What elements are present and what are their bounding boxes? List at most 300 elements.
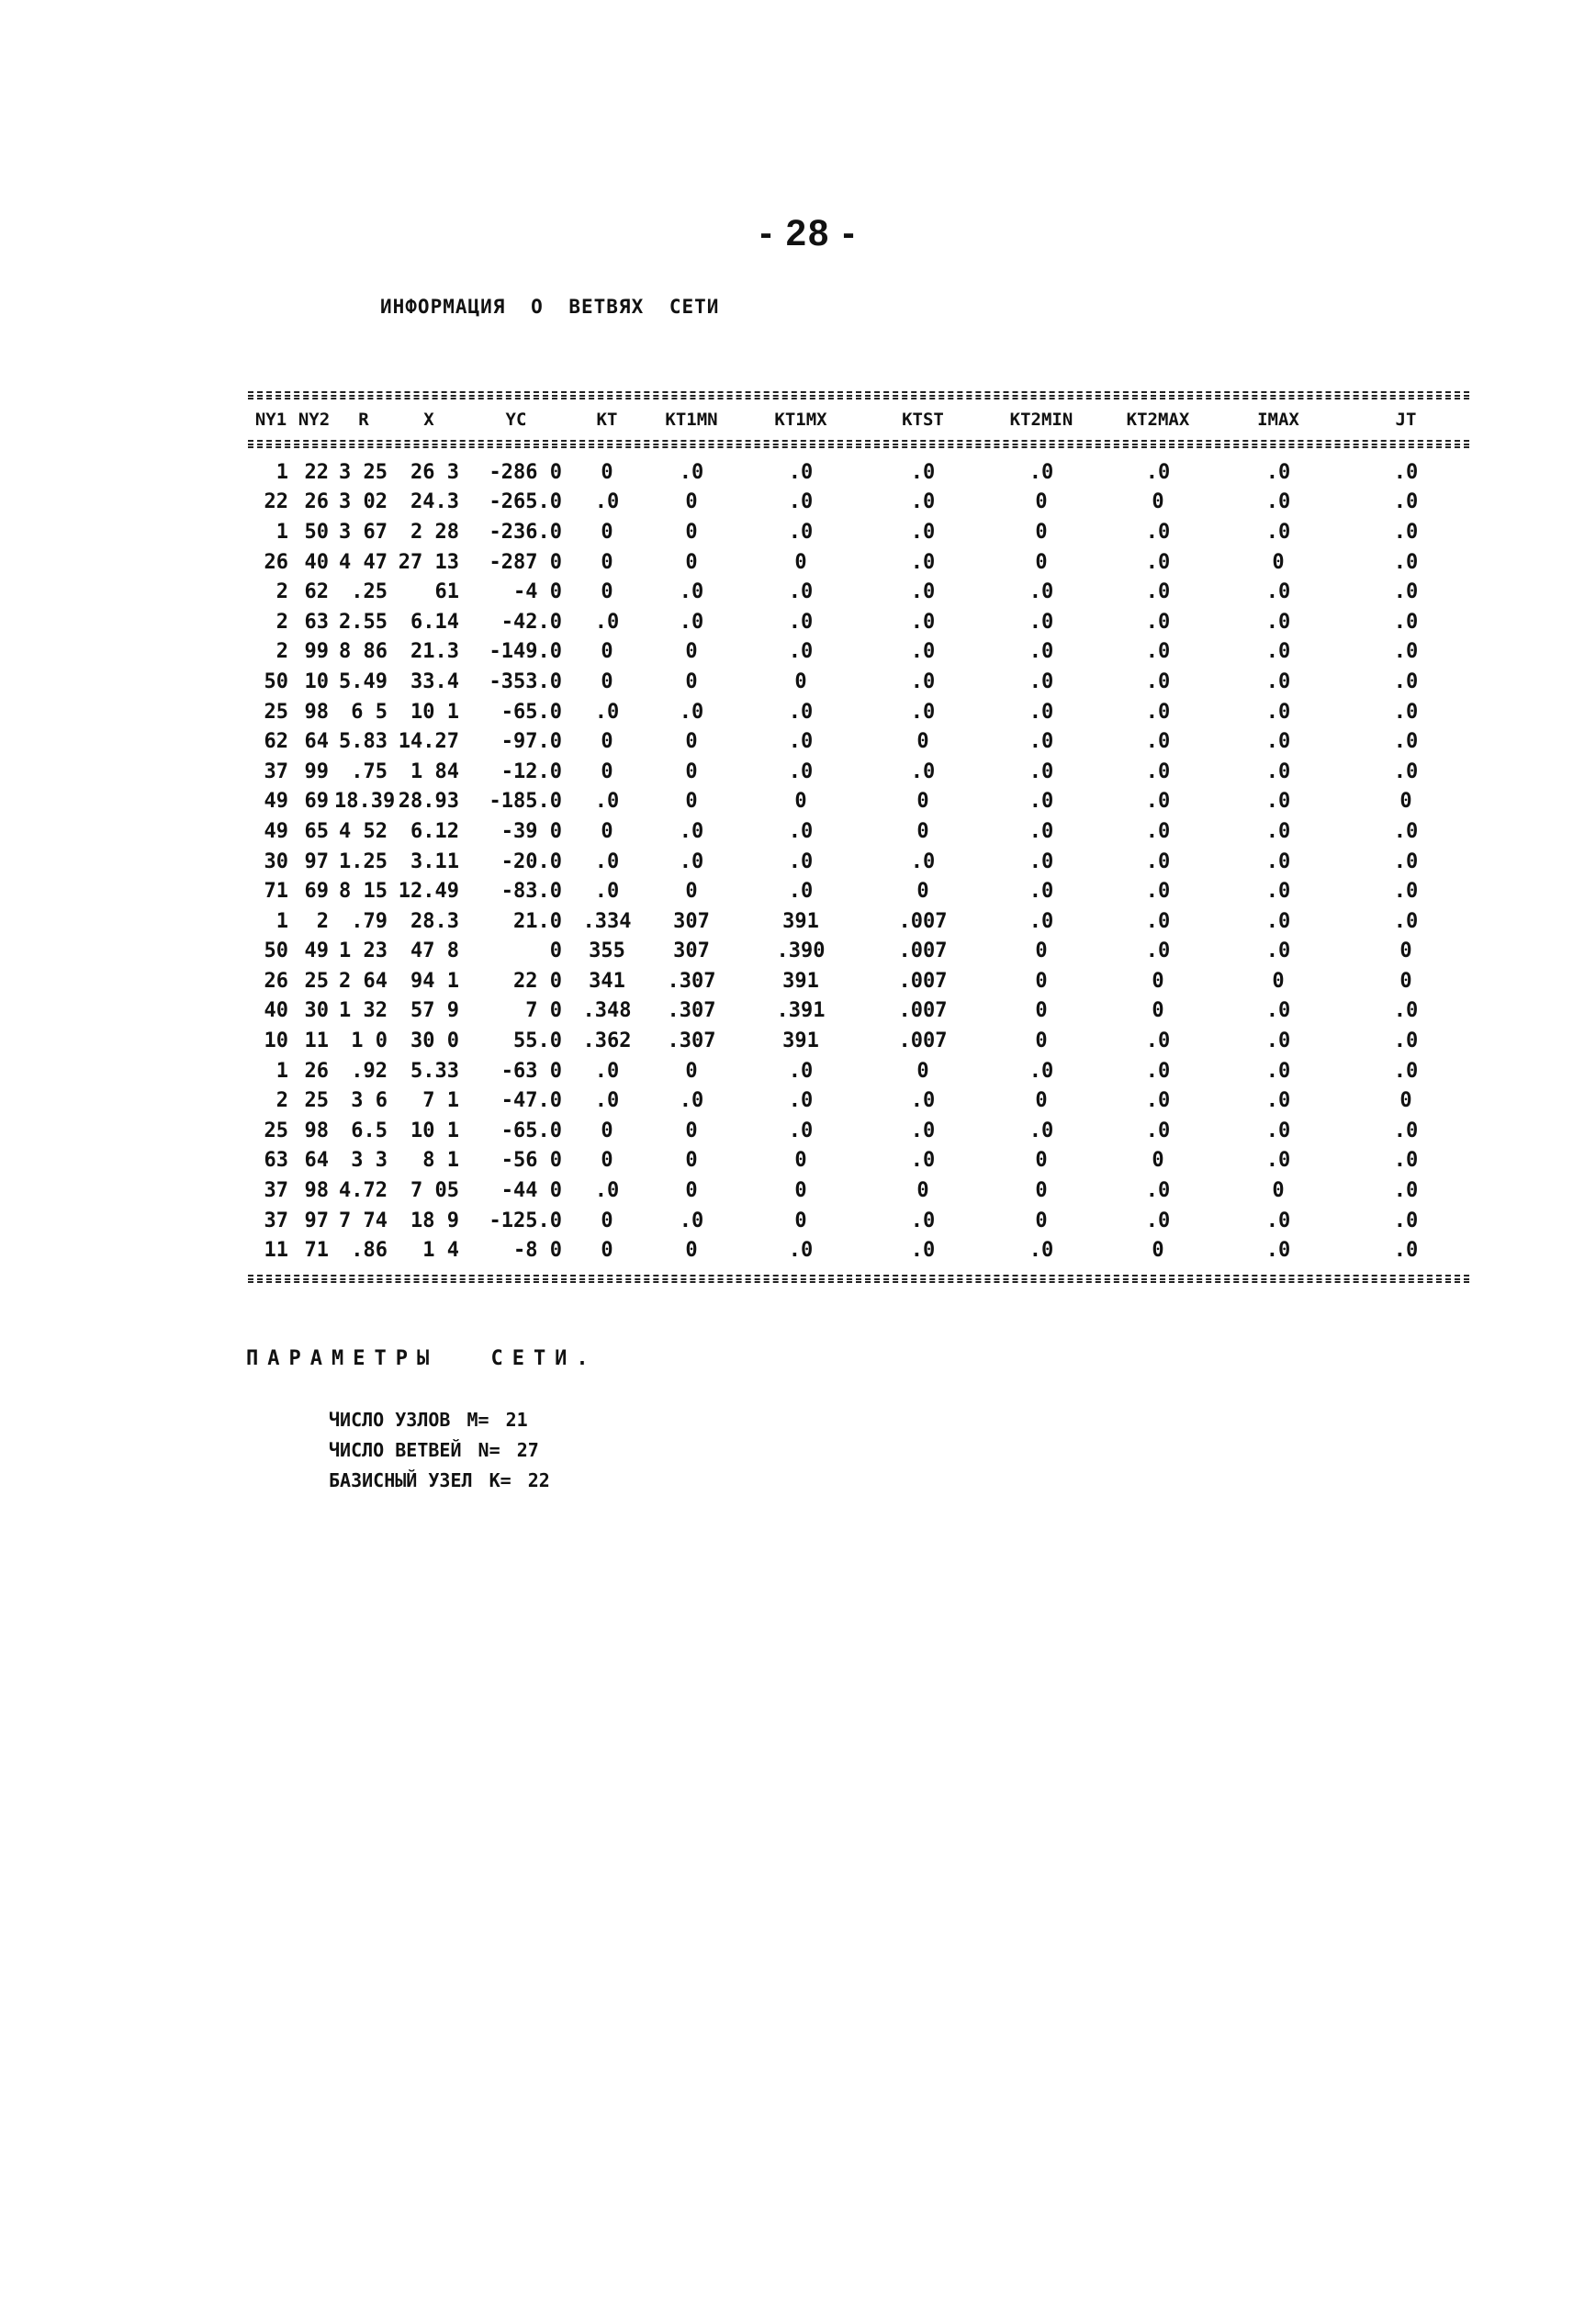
table-row	[248, 1146, 1469, 1176]
table-cell: .0	[1393, 1119, 1419, 1142]
table-cell: .0	[788, 880, 814, 904]
table-cell: 50	[264, 939, 288, 963]
table-cell: 49	[264, 819, 288, 843]
table-cell: .0	[910, 550, 936, 574]
table-cell: .0	[594, 490, 620, 514]
table-cell: .0	[910, 490, 936, 514]
table-cell: .0	[1393, 490, 1419, 514]
table-cell: .0	[910, 1209, 936, 1232]
table-row	[248, 488, 1469, 518]
table-cell: -185.0	[489, 790, 562, 814]
table-cell: 1	[275, 460, 288, 484]
section-title: ИНФОРМАЦИЯ О ВЕТВЯХ СЕТИ	[380, 296, 720, 318]
param-value: 21	[505, 1409, 528, 1431]
table-cell: -83.0	[500, 880, 562, 904]
param-label: БАЗИСНЫЙ УЗЕЛ	[329, 1469, 473, 1491]
table-cell: -125.0	[489, 1209, 562, 1232]
column-header: KT	[596, 410, 618, 430]
table-cell: .0	[1145, 880, 1171, 904]
params-title: ПАРАМЕТРЫ СЕТИ.	[246, 1347, 598, 1370]
table-cell: 0	[1035, 999, 1048, 1023]
table-row	[248, 1116, 1469, 1146]
table-cell: .0	[910, 1089, 936, 1113]
table-cell: 69	[304, 790, 329, 814]
table-cell: .0	[1393, 730, 1419, 754]
table-cell: .0	[910, 1149, 936, 1173]
table-cell: 1 0	[351, 1029, 388, 1053]
table-cell: .0	[1393, 909, 1419, 933]
table-cell: 26	[264, 969, 288, 993]
table-cell: 1.25	[339, 849, 388, 873]
table-cell: .0	[594, 1059, 620, 1083]
table-cell: .0	[679, 1089, 704, 1113]
table-cell: .0	[1393, 460, 1419, 484]
table-cell: 30	[304, 999, 329, 1023]
table-cell: .0	[910, 460, 936, 484]
table-cell: .0	[1265, 849, 1291, 873]
table-cell: 7 74	[339, 1209, 388, 1232]
table-cell: .0	[910, 520, 936, 544]
table-cell: 4 47	[339, 550, 388, 574]
table-cell: 11	[304, 1029, 329, 1053]
table-cell: 14.27	[398, 730, 459, 754]
table-cell: .007	[898, 909, 948, 933]
table-cell: 0	[685, 1239, 698, 1263]
branch-table	[248, 399, 1469, 440]
table-cell: 0	[685, 730, 698, 754]
table-cell: 0	[1035, 1179, 1048, 1203]
table-cell: 40	[304, 550, 329, 574]
table-cell: 6.5	[351, 1119, 388, 1142]
table-cell: 1 4	[422, 1239, 459, 1263]
table-cell: 6.12	[410, 819, 459, 843]
table-cell: .0	[1393, 610, 1419, 634]
table-cell: .0	[1145, 700, 1171, 724]
table-bottom-rule	[248, 1275, 1469, 1283]
table-cell: -47.0	[500, 1089, 562, 1113]
table-cell: 341	[589, 969, 625, 993]
table-cell: .0	[1265, 610, 1291, 634]
table-cell: .75	[351, 759, 388, 783]
table-cell: 1 23	[339, 939, 388, 963]
table-cell: 2	[275, 580, 288, 604]
column-header: KT1MN	[665, 410, 718, 430]
table-cell: 0	[685, 759, 698, 783]
table-cell: 37	[264, 1209, 288, 1232]
table-cell: .0	[788, 580, 814, 604]
table-cell: 0	[685, 790, 698, 814]
table-cell: 0	[685, 880, 698, 904]
table-cell: 98	[304, 1179, 329, 1203]
table-cell: 0	[601, 520, 613, 544]
table-cell: -236.0	[489, 520, 562, 544]
table-cell: .0	[1265, 460, 1291, 484]
table-cell: .0	[1145, 1089, 1171, 1113]
table-cell: 63	[304, 610, 329, 634]
table-cell: 0	[601, 550, 613, 574]
table-cell: 0	[685, 640, 698, 664]
table-cell: 0	[685, 1149, 698, 1173]
table-row	[248, 966, 1469, 996]
table-cell: 0	[685, 1059, 698, 1083]
table-cell: .0	[1265, 730, 1291, 754]
table-cell: .0	[594, 610, 620, 634]
table-cell: .0	[910, 610, 936, 634]
table-cell: .0	[1145, 1119, 1171, 1142]
table-cell: .0	[1028, 700, 1054, 724]
table-cell: .0	[1265, 1119, 1291, 1142]
table-cell: -20.0	[500, 849, 562, 873]
table-cell: 391	[782, 969, 819, 993]
table-cell: .25	[351, 580, 388, 604]
table-cell: .307	[667, 969, 716, 993]
table-cell: 0	[794, 550, 807, 574]
table-cell: .0	[788, 520, 814, 544]
table-cell: .92	[351, 1059, 388, 1083]
table-cell: 49	[304, 939, 329, 963]
table-cell: 3 02	[339, 490, 388, 514]
table-cell: 99	[304, 640, 329, 664]
table-cell: 6.14	[410, 610, 459, 634]
table-cell: .0	[788, 849, 814, 873]
table-cell: 0	[1035, 969, 1048, 993]
table-row	[248, 726, 1469, 757]
table-cell: 50	[304, 520, 329, 544]
table-cell: -265.0	[489, 490, 562, 514]
table-cell: -286 0	[489, 460, 562, 484]
table-cell: .0	[788, 759, 814, 783]
table-cell: .0	[1265, 909, 1291, 933]
table-cell: .0	[1265, 1239, 1291, 1263]
table-cell: .0	[1145, 819, 1171, 843]
table-cell: 0	[685, 1179, 698, 1203]
table-cell: .0	[1393, 1209, 1419, 1232]
table-cell: .0	[1145, 460, 1171, 484]
table-row	[248, 697, 1469, 727]
table-cell: -287 0	[489, 550, 562, 574]
table-cell: .007	[898, 939, 948, 963]
table-cell: 10 1	[410, 700, 459, 724]
table-cell: 0	[549, 939, 562, 963]
table-row	[248, 1056, 1469, 1086]
table-cell: .0	[1393, 1059, 1419, 1083]
table-cell: .0	[1265, 819, 1291, 843]
table-cell: .007	[898, 1029, 948, 1053]
table-cell: 0	[601, 1149, 613, 1173]
table-row	[248, 577, 1469, 607]
table-cell: 6 5	[351, 700, 388, 724]
table-cell: 0	[1399, 1089, 1412, 1113]
table-cell: 22	[264, 490, 288, 514]
column-header: X	[423, 410, 434, 430]
table-cell: 71	[304, 1239, 329, 1263]
table-cell: 0	[916, 880, 929, 904]
table-cell: 1	[275, 1059, 288, 1083]
table-cell: .0	[679, 580, 704, 604]
table-cell: .0	[1145, 640, 1171, 664]
table-cell: .0	[594, 849, 620, 873]
table-cell: -65.0	[500, 1119, 562, 1142]
table-cell: -353.0	[489, 669, 562, 693]
table-cell: 4.72	[339, 1179, 388, 1203]
table-cell: 57 9	[410, 999, 459, 1023]
table-cell: .0	[910, 640, 936, 664]
table-cell: 0	[685, 520, 698, 544]
table-cell: 0	[601, 1239, 613, 1263]
param-row-base-node	[329, 1466, 550, 1496]
column-header: NY2	[298, 410, 331, 430]
table-cell: 0	[916, 790, 929, 814]
table-cell: 25	[304, 969, 329, 993]
table-cell: 65	[304, 819, 329, 843]
table-cell: .0	[1028, 669, 1054, 693]
table-cell: 37	[264, 759, 288, 783]
param-label: ЧИСЛО ВЕТВЕЙ	[329, 1439, 462, 1461]
table-cell: 0	[601, 1119, 613, 1142]
table-cell: 3 67	[339, 520, 388, 544]
table-cell: .0	[594, 880, 620, 904]
table-row	[248, 996, 1469, 1027]
table-cell: .0	[1265, 1029, 1291, 1053]
table-cell: 0	[794, 1209, 807, 1232]
table-cell: .0	[1265, 939, 1291, 963]
table-cell: .0	[1265, 520, 1291, 544]
table-cell: -97.0	[500, 730, 562, 754]
table-cell: 10	[264, 1029, 288, 1053]
table-row	[248, 787, 1469, 817]
table-cell: .0	[594, 1089, 620, 1113]
param-label: ЧИСЛО УЗЛОВ	[329, 1409, 451, 1431]
table-cell: .334	[582, 909, 632, 933]
table-row	[248, 816, 1469, 847]
table-cell: 26	[304, 1059, 329, 1083]
table-cell: .0	[1028, 880, 1054, 904]
column-header: KT2MAX	[1126, 410, 1190, 430]
table-cell: 0	[1272, 1179, 1285, 1203]
table-cell: 21.0	[513, 909, 562, 933]
table-cell: 0	[1152, 999, 1164, 1023]
table-cell: .0	[1145, 939, 1171, 963]
table-cell: .0	[1145, 849, 1171, 873]
table-cell: 50	[264, 669, 288, 693]
table-cell: .0	[1393, 999, 1419, 1023]
param-key: N=	[478, 1439, 500, 1461]
table-cell: 64	[304, 730, 329, 754]
table-cell: -12.0	[500, 759, 562, 783]
table-cell: 0	[601, 580, 613, 604]
table-cell: 21.3	[410, 640, 459, 664]
column-header: KTST	[902, 410, 944, 430]
table-cell: 0	[1035, 1209, 1048, 1232]
table-cell: 5.83	[339, 730, 388, 754]
table-cell: .0	[1265, 759, 1291, 783]
column-header: KT2MIN	[1009, 410, 1073, 430]
table-cell: 0	[601, 730, 613, 754]
table-cell: .0	[1393, 669, 1419, 693]
table-cell: .0	[1145, 520, 1171, 544]
table-cell: 10 1	[410, 1119, 459, 1142]
table-cell: 1	[275, 520, 288, 544]
table-cell: .0	[1145, 550, 1171, 574]
table-cell: 0	[1272, 969, 1285, 993]
table-cell: 62	[264, 730, 288, 754]
table-cell: 40	[264, 999, 288, 1023]
table-cell: 5.33	[410, 1059, 459, 1083]
table-row	[248, 937, 1469, 967]
table-cell: 0	[916, 1059, 929, 1083]
table-cell: 1 32	[339, 999, 388, 1023]
table-cell: .79	[351, 909, 388, 933]
table-cell: 98	[304, 1119, 329, 1142]
table-cell: .0	[1393, 1029, 1419, 1053]
table-cell: -44 0	[500, 1179, 562, 1203]
table-cell: 2	[275, 610, 288, 634]
table-cell: 2.55	[339, 610, 388, 634]
table-cell: .0	[1145, 610, 1171, 634]
table-cell: .0	[1028, 819, 1054, 843]
column-header: KT1MX	[774, 410, 827, 430]
table-cell: .0	[788, 610, 814, 634]
table-cell: 18.39	[334, 790, 396, 814]
table-cell: 0	[1152, 969, 1164, 993]
table-cell: 0	[601, 669, 613, 693]
table-cell: .0	[679, 700, 704, 724]
table-cell: 0	[685, 1119, 698, 1142]
table-cell: 391	[782, 909, 819, 933]
table-cell: 0	[1035, 1089, 1048, 1113]
table-cell: 25	[304, 1089, 329, 1113]
table-cell: 22 0	[513, 969, 562, 993]
table-cell: .0	[1145, 1179, 1171, 1203]
table-cell: .0	[1393, 1239, 1419, 1263]
table-cell: .86	[351, 1239, 388, 1263]
table-row	[248, 847, 1469, 877]
table-cell: .0	[1145, 730, 1171, 754]
table-cell: .0	[788, 1059, 814, 1083]
table-cell: 0	[1152, 1149, 1164, 1173]
table-cell: 2	[316, 909, 329, 933]
table-row	[248, 1206, 1469, 1236]
table-cell: 64	[304, 1149, 329, 1173]
table-cell: .0	[1028, 460, 1054, 484]
table-cell: .0	[1145, 790, 1171, 814]
table-cell: .0	[1393, 640, 1419, 664]
param-row-branches	[329, 1435, 550, 1466]
table-cell: 0	[916, 1179, 929, 1203]
table-cell: .0	[1265, 490, 1291, 514]
table-cell: .0	[1393, 1179, 1419, 1203]
table-cell: .0	[1028, 909, 1054, 933]
params-block	[329, 1405, 550, 1496]
table-cell: 26	[264, 550, 288, 574]
table-cell: .362	[582, 1029, 632, 1053]
table-cell: 3 6	[351, 1089, 388, 1113]
table-row	[248, 457, 1469, 488]
table-cell: 2 28	[410, 520, 459, 544]
table-cell: .0	[1028, 849, 1054, 873]
table-cell: .0	[910, 580, 936, 604]
table-cell: .0	[910, 700, 936, 724]
table-cell: 26 3	[410, 460, 459, 484]
table-cell: .0	[1265, 700, 1291, 724]
table-row	[248, 757, 1469, 787]
table-cell: 0	[685, 669, 698, 693]
table-cell: .0	[1265, 580, 1291, 604]
table-cell: 62	[304, 580, 329, 604]
table-cell: 0	[794, 1149, 807, 1173]
table-cell: 0	[1035, 550, 1048, 574]
table-cell: 12.49	[398, 880, 459, 904]
table-cell: .0	[1028, 610, 1054, 634]
table-row	[248, 607, 1469, 637]
table-cell: 307	[673, 939, 710, 963]
table-cell: 0	[1152, 1239, 1164, 1263]
param-value: 27	[516, 1439, 539, 1461]
table-cell: .0	[910, 1119, 936, 1142]
header-bottom-rule	[248, 440, 1469, 448]
table-header-row	[248, 399, 1469, 440]
table-cell: .0	[1028, 640, 1054, 664]
table-cell: .0	[679, 849, 704, 873]
table-cell: 3 25	[339, 460, 388, 484]
table-cell: .0	[1393, 520, 1419, 544]
table-cell: 2	[275, 1089, 288, 1113]
table-cell: .0	[910, 669, 936, 693]
table-cell: -149.0	[489, 640, 562, 664]
table-cell: -56 0	[500, 1149, 562, 1173]
table-cell: 0	[1399, 939, 1412, 963]
table-cell: 0	[1035, 1149, 1048, 1173]
table-cell: .0	[1393, 1149, 1419, 1173]
table-cell: 0	[601, 759, 613, 783]
table-cell: 0	[794, 669, 807, 693]
table-cell: 0	[1035, 939, 1048, 963]
table-cell: -63 0	[500, 1059, 562, 1083]
table-cell: 97	[304, 849, 329, 873]
table-cell: .0	[1145, 580, 1171, 604]
table-cell: 11	[264, 1239, 288, 1263]
table-cell: 28.3	[410, 909, 459, 933]
table-cell: 2	[275, 640, 288, 664]
table-cell: 2 64	[339, 969, 388, 993]
table-cell: 0	[1272, 550, 1285, 574]
table-row	[248, 906, 1469, 937]
table-cell: 99	[304, 759, 329, 783]
table-cell: .0	[679, 819, 704, 843]
column-header: IMAX	[1257, 410, 1299, 430]
table-cell: .0	[1265, 999, 1291, 1023]
table-cell: .0	[1393, 759, 1419, 783]
table-cell: 391	[782, 1029, 819, 1053]
table-cell: 33.4	[410, 669, 459, 693]
table-cell: 18 9	[410, 1209, 459, 1232]
table-cell: .0	[594, 700, 620, 724]
table-cell: 3 3	[351, 1149, 388, 1173]
table-cell: .0	[1028, 1239, 1054, 1263]
table-cell: 30	[264, 849, 288, 873]
table-cell: .0	[788, 460, 814, 484]
table-cell: .0	[910, 759, 936, 783]
table-cell: 0	[1035, 1029, 1048, 1053]
param-value: 22	[527, 1469, 550, 1491]
column-header: YC	[505, 410, 527, 430]
table-cell: 355	[589, 939, 625, 963]
table-cell: 22	[304, 460, 329, 484]
table-cell: .0	[1265, 1209, 1291, 1232]
table-cell: 8 1	[422, 1149, 459, 1173]
table-cell: 25	[264, 700, 288, 724]
table-cell: 98	[304, 700, 329, 724]
